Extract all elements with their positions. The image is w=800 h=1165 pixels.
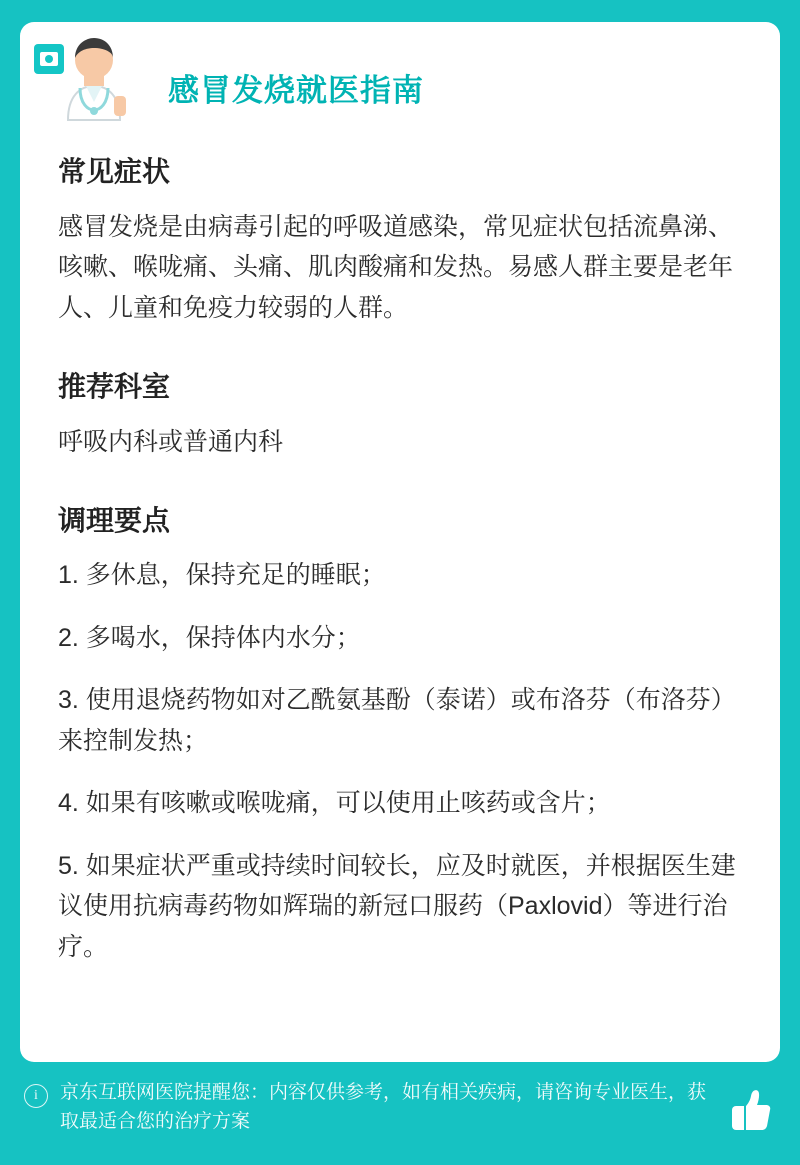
list-item: 1. 多休息，保持充足的睡眠； [58, 561, 386, 590]
page-title: 感冒发烧就医指南 [168, 73, 424, 108]
list-item: 5. 如果症状严重或持续时间较长，应及时就医，并根据医生建议使用抗病毒药物如辉瑞的新冠口服药（Paxlovid）等进行治疗。 [58, 851, 736, 961]
list-item: 3. 使用退烧药物如对乙酰氨基酚（泰诺）或布洛芬（布洛芬）来控制发热； [58, 686, 736, 755]
section-heading-symptoms: 常见症状 [58, 156, 171, 188]
guide-card [20, 22, 780, 1062]
list-item: 4. 如果有咳嗽或喉咙痛，可以使用止咳药或含片； [58, 789, 611, 818]
care-steps-list [58, 555, 742, 967]
section-heading-department: 推荐科室 [58, 371, 171, 403]
thumbs-up-icon[interactable] [722, 1084, 774, 1136]
section-text-symptoms: 感冒发烧是由病毒引起的呼吸道感染，常见症状包括流鼻涕、咳嗽、喉咙痛、头痛、肌肉酸痛和发热。易感人群主要是老年人、儿童和免疫力较弱的人群。 [58, 212, 734, 322]
doctor-illustration [28, 22, 148, 126]
list-item: 2. 多喝水，保持体内水分； [58, 623, 361, 652]
disclaimer-footer [20, 1078, 780, 1148]
section-text-department: 呼吸内科或普通内科 [58, 427, 284, 456]
disclaimer-text: 京东互联网医院提醒您：内容仅供参考，如有相关疾病，请咨询专业医生，获取最适合您的治疗方案 [60, 1082, 707, 1133]
section-heading-care: 调理要点 [58, 504, 171, 536]
info-icon: i [24, 1084, 48, 1108]
